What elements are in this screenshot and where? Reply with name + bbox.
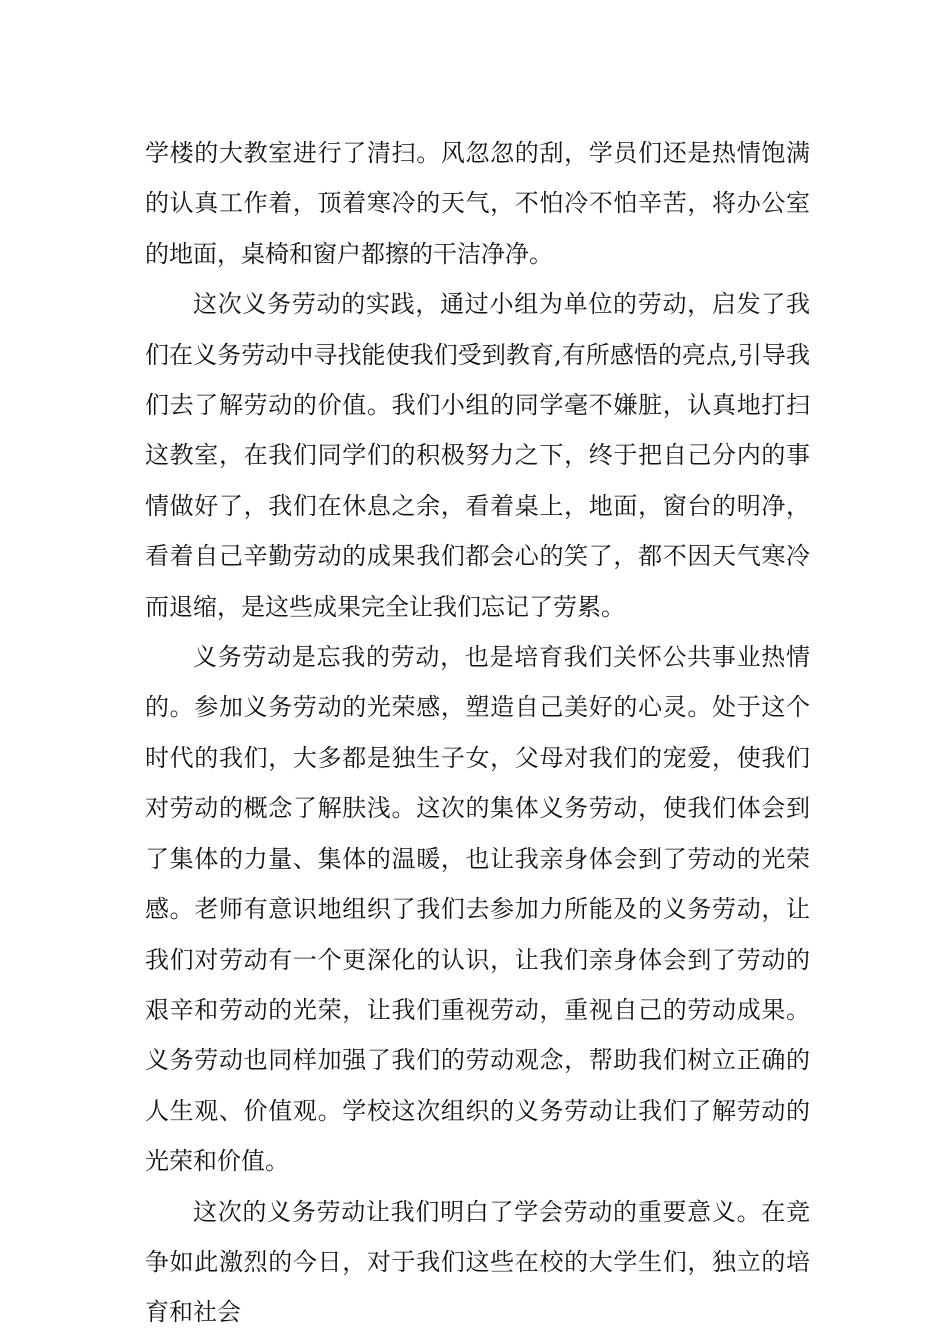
paragraph-practice: 这次义务劳动的实践，通过小组为单位的劳动，启发了我们在义务劳动中寻找能使我们受到教育,有所感悟的亮点,引导我们去了解劳动的价值。我们小组的同学毫不嫌脏，认真地打扫这教室，在我们同学们的积极努力之下，终于把自己分内的事情做好了，我们在休息之余，看着桌上，地面，窗台的明净，看着自己辛勤劳动的成果我们都会心的笑了，都不因天气寒冷而退缩，是这些成果完全让我们忘记了劳累。 [145,290,810,621]
paragraph-continuation: 学楼的大教室进行了清扫。风忽忽的刮，学员们还是热情饱满的认真工作着，顶着寒冷的天气，不怕冷不怕辛苦，将办公室的地面，桌椅和窗户都擦的干洁净净。 [145,139,810,268]
document-body [145,128,810,1338]
paragraph-selfless-labor: 义务劳动是忘我的劳动，也是培育我们关怀公共事业热情的。参加义务劳动的光荣感，塑造自己美好的心灵。处于这个时代的我们，大多都是独生子女，父母对我们的宠爱，使我们对劳动的概念了解肤浅。这次的集体义务劳动，使我们体会到了集体的力量、集体的温暖，也让我亲身体会到了劳动的光荣感。老师有意识地组织了我们去参加力所能及的义务劳动，让我们对劳动有一个更深化的认识，让我们亲身体会到了劳动的艰辛和劳动的光荣，让我们重视劳动，重视自己的劳动成果。义务劳动也同样加强了我们的劳动观念，帮助我们树立正确的人生观、价值观。学校这次组织的义务劳动让我们了解劳动的光荣和价值。 [145,643,810,1176]
paragraph-importance: 这次的义务劳动让我们明白了学会劳动的重要意义。在竞争如此激烈的今日，对于我们这些在校的大学生们，独立的培育和社会 [145,1197,810,1327]
